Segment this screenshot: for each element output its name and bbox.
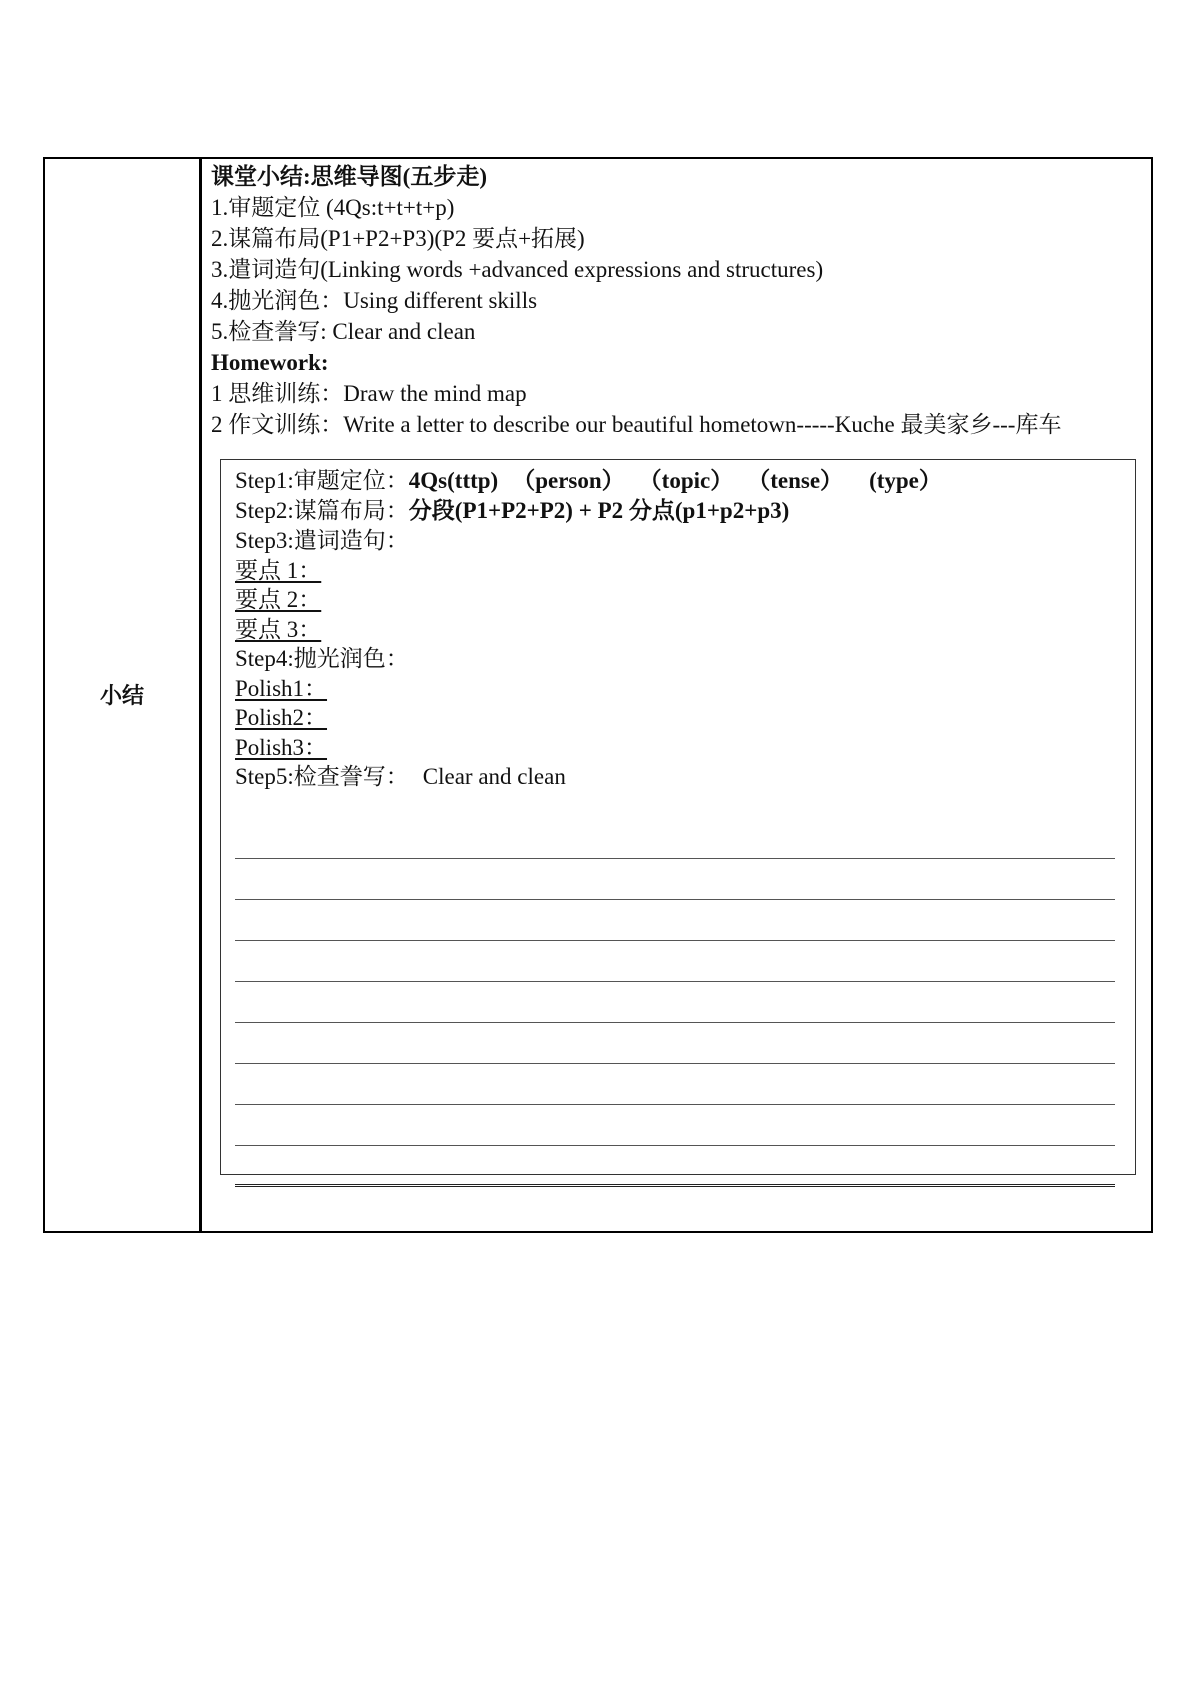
homework-heading: Homework: (211, 350, 329, 375)
step5-value: Clear and clean (422, 764, 566, 789)
step1-line (235, 466, 1121, 496)
homework-item-1: 1 思维训练：Draw the mind map (211, 381, 527, 406)
summary-content (211, 161, 1141, 440)
polish-1-label: Polish1： (235, 675, 328, 701)
step1-tense: （tense） (747, 468, 844, 493)
worksheet-content (235, 466, 1121, 792)
summary-heading: 课堂小结:思维导图(五步走) (211, 164, 487, 189)
step2-line (235, 496, 1121, 527)
step2-paragraph-formula: (P1+P2+P2) + P2 (454, 497, 629, 523)
worksheet-box (220, 459, 1136, 1175)
point-3-label: 要点 3： (235, 616, 322, 642)
step2-points-formula: (p1+p2+p3) (674, 497, 790, 523)
step4-label: Step4:抛光润色： (235, 646, 409, 671)
point-2-label: 要点 2： (235, 587, 322, 612)
writing-line[interactable] (235, 941, 1115, 982)
step1-topic: （topic） (638, 468, 734, 493)
polish-3-label: Polish3： (235, 734, 328, 760)
polish-2-line (235, 703, 1121, 733)
point-2-line (235, 585, 1121, 615)
writing-line[interactable] (235, 859, 1115, 900)
summary-step-5: 5.检查誊写: Clear and clean (211, 319, 476, 344)
step2-label: Step2:谋篇布局： (235, 497, 409, 523)
homework-item-2: 2 作文训练：Write a letter to describe our beautiful hometown-----Kuche 最美家乡---库车 (211, 412, 1062, 437)
writing-line[interactable] (235, 1064, 1115, 1105)
polish-2-label: Polish2： (235, 705, 328, 730)
summary-step-2: 2.谋篇布局(P1+P2+P3)(P2 要点+拓展) (211, 226, 585, 251)
step1-person: （person） (512, 468, 625, 493)
summary-step-1: 1.审题定位 (4Qs:t+t+t+p) (211, 195, 455, 220)
writing-line[interactable] (235, 1105, 1115, 1146)
writing-lines (235, 818, 1115, 1187)
step1-label: Step1:审题定位： (235, 468, 409, 493)
step5-label: Step5:检查誊写： (235, 764, 409, 789)
point-1-line (235, 556, 1121, 586)
step1-4qs: 4Qs(tttp) (408, 468, 499, 493)
writing-line[interactable] (235, 818, 1115, 859)
writing-line[interactable] (235, 900, 1115, 941)
step2-paragraph-cn: 分段 (408, 497, 455, 524)
step5-line (235, 762, 1121, 792)
writing-line[interactable] (235, 1023, 1115, 1064)
writing-line[interactable] (235, 982, 1115, 1023)
summary-step-3: 3.遣词造句(Linking words +advanced expressions and structures) (211, 257, 824, 282)
lesson-table (43, 157, 1153, 1233)
writing-line[interactable] (235, 1146, 1115, 1187)
summary-step-4: 4.抛光润色：Using different skills (211, 288, 538, 313)
polish-1-line (235, 674, 1121, 704)
column-divider (199, 159, 202, 1231)
point-1-label: 要点 1： (235, 557, 322, 583)
step1-type: (type） (869, 468, 942, 493)
point-3-line (235, 615, 1121, 645)
polish-3-line (235, 733, 1121, 763)
row-label: 小结 (99, 684, 144, 709)
step3-label: Step3:遣词造句： (235, 528, 409, 553)
step2-points-cn: 分点 (628, 497, 675, 524)
